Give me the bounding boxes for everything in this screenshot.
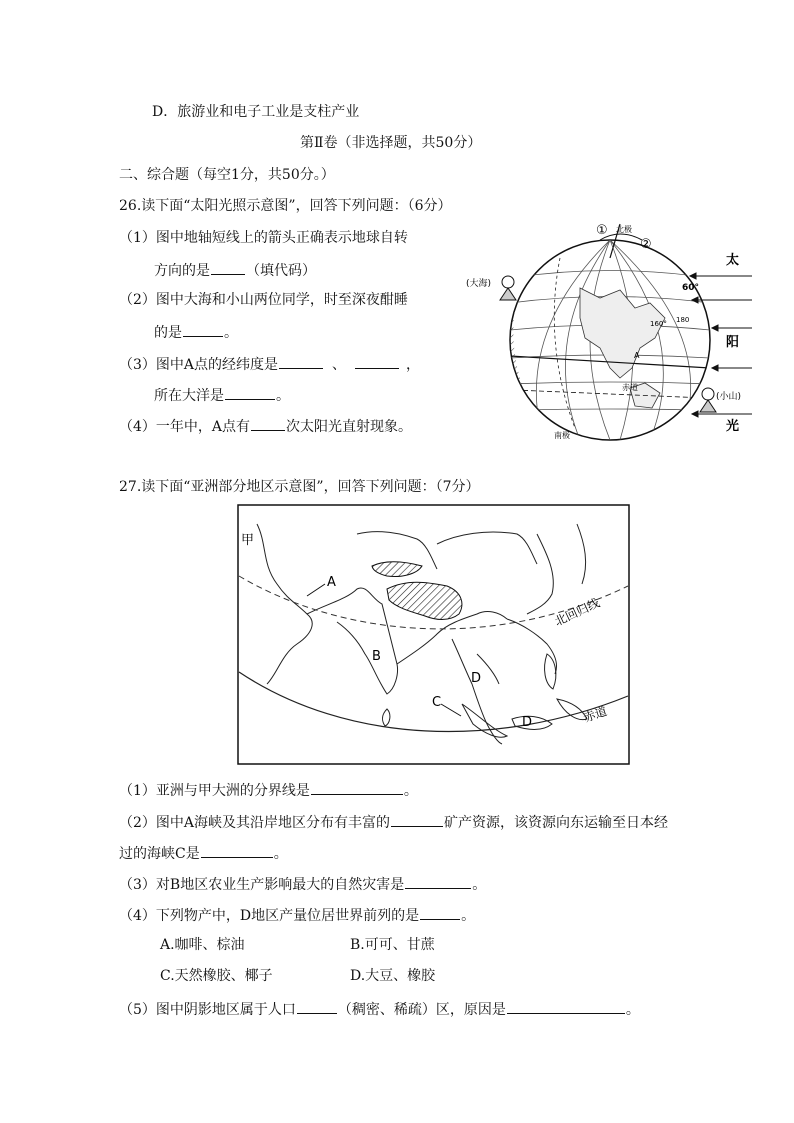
- q26-3-text-mid: 、: [332, 357, 347, 373]
- q26-4-line: [119, 416, 412, 436]
- arrow-label-1: ①: [596, 223, 608, 238]
- q26-1-line2: [154, 260, 316, 280]
- arrow-label-2: ②: [640, 237, 652, 252]
- q27-5-text-pre: （5）图中阴影地区属于人口: [119, 1002, 296, 1018]
- q26-2-text-pre: 的是: [154, 325, 182, 341]
- person-left-label: (大海): [466, 279, 492, 289]
- label-d-1: D: [471, 671, 482, 686]
- q26-3-text-post: ，: [406, 357, 421, 373]
- q27-5-text-post: 。: [625, 1002, 640, 1018]
- latitude-60-label: 60°: [682, 283, 700, 293]
- answer-blank[interactable]: [405, 874, 471, 889]
- q27-intro: 27.读下面“亚洲部分地区示意图”，回答下列问题：（7分）: [119, 479, 480, 495]
- q26-1-text-post: （填代码）: [246, 263, 316, 279]
- q26-2-text-post: 。: [224, 325, 238, 341]
- q27-4-text-pre: （4）下列物产中，D地区产量位居世界前列的是: [119, 908, 420, 924]
- q27-3-text-post: 。: [472, 877, 487, 893]
- q27-4-line: [119, 905, 475, 925]
- answer-blank[interactable]: [201, 843, 273, 858]
- q26-4-text-post: 次太阳光直射现象。: [286, 419, 413, 435]
- label-b: B: [372, 649, 381, 664]
- q27-2-text-pre: （2）图中A海峡及其沿岸地区分布有丰富的: [119, 815, 391, 831]
- q27-3-line: [119, 874, 486, 894]
- north-pole-label: 北极: [616, 225, 632, 234]
- sunlight-globe-figure: [460, 218, 758, 442]
- q27-2b-text-post: 。: [273, 846, 288, 862]
- q26-intro: 26.读下面“太阳光照示意图”，回答下列问题：（6分）: [119, 198, 452, 214]
- q27-1-text-pre: （1）亚洲与甲大洲的分界线是: [119, 783, 310, 799]
- answer-blank[interactable]: [297, 999, 337, 1014]
- q26-1-text-pre: 方向的是: [154, 263, 210, 279]
- sunlight-char-3: 光: [726, 419, 740, 434]
- section-ii-title: 第Ⅱ卷（非选择题，共50分）: [300, 135, 482, 151]
- option-b[interactable]: B.可可、甘蔗: [350, 937, 435, 953]
- q27-2-line2: [119, 843, 288, 863]
- longitude-160-label: 160°: [650, 320, 667, 328]
- south-pole-label: 南极: [554, 431, 570, 440]
- q26-2-line1: （2）图中大海和小山两位同学，时至深夜酣睡: [119, 292, 408, 308]
- q26-4-text-pre: （4）一年中，A点有: [119, 419, 251, 435]
- longitude-180-label: 180: [676, 316, 690, 324]
- answer-blank[interactable]: [211, 260, 245, 275]
- part-two-heading: 二、综合题（每空1分，共50分。）: [119, 167, 335, 183]
- q26-3-line1: [119, 354, 420, 374]
- q26-1-line1: （1）图中地轴短线上的箭头正确表示地球自转: [119, 230, 408, 246]
- answer-blank[interactable]: [507, 999, 625, 1014]
- equator-label: 赤道: [581, 704, 609, 725]
- q27-5-text-mid: （稠密、稀疏）区，原因是: [337, 1002, 506, 1018]
- q26-3b-text-post: 。: [276, 388, 290, 404]
- answer-blank[interactable]: [391, 812, 443, 827]
- q27-5-line: [119, 999, 640, 1019]
- answer-blank[interactable]: [225, 385, 275, 400]
- q27-3-text-pre: （3）对B地区农业生产影响最大的自然灾害是: [119, 877, 405, 893]
- asia-region-map: [237, 504, 630, 765]
- person-left-icon: [500, 276, 516, 300]
- sunlight-char-2: 阳: [726, 335, 740, 350]
- q26-2-line2: [154, 322, 238, 342]
- globe-sphere: [500, 238, 710, 440]
- answer-blank[interactable]: [251, 416, 285, 431]
- q27-2-text-post: 矿产资源，该资源向东运输至日本经: [444, 815, 669, 831]
- q26-3-line2: [154, 385, 290, 405]
- option-d: D．旅游业和电子工业是支柱产业: [152, 104, 360, 120]
- answer-blank[interactable]: [420, 905, 460, 920]
- q26-3b-text-pre: 所在大洋是: [154, 388, 224, 404]
- person-right-label: (小山): [716, 392, 742, 402]
- point-a-label: A: [634, 351, 640, 360]
- equator-label: 赤道: [622, 383, 638, 392]
- sunlight-char-1: 太: [726, 253, 740, 268]
- answer-blank[interactable]: [311, 780, 403, 795]
- q27-1-line: [119, 780, 418, 800]
- label-c: C: [432, 695, 442, 710]
- q27-2b-text-pre: 过的海峡C是: [119, 846, 200, 862]
- tropic-label: 北回归线: [552, 595, 602, 629]
- label-jia: 甲: [241, 533, 255, 548]
- q27-4-text-post: 。: [461, 908, 476, 924]
- person-right-icon: [700, 388, 716, 412]
- label-d-2: D: [522, 715, 533, 730]
- q27-2-line1: [119, 812, 668, 832]
- answer-blank[interactable]: [355, 354, 399, 369]
- label-a: A: [327, 575, 336, 590]
- option-c[interactable]: C.天然橡胶、椰子: [160, 968, 273, 984]
- answer-blank[interactable]: [279, 354, 323, 369]
- option-d-q27[interactable]: D.大豆、橡胶: [350, 968, 436, 984]
- answer-blank[interactable]: [183, 322, 223, 337]
- option-a[interactable]: A.咖啡、棕油: [160, 937, 245, 953]
- q26-3-text-pre: （3）图中A点的经纬度是: [119, 357, 279, 373]
- q27-1-text-post: 。: [403, 783, 418, 799]
